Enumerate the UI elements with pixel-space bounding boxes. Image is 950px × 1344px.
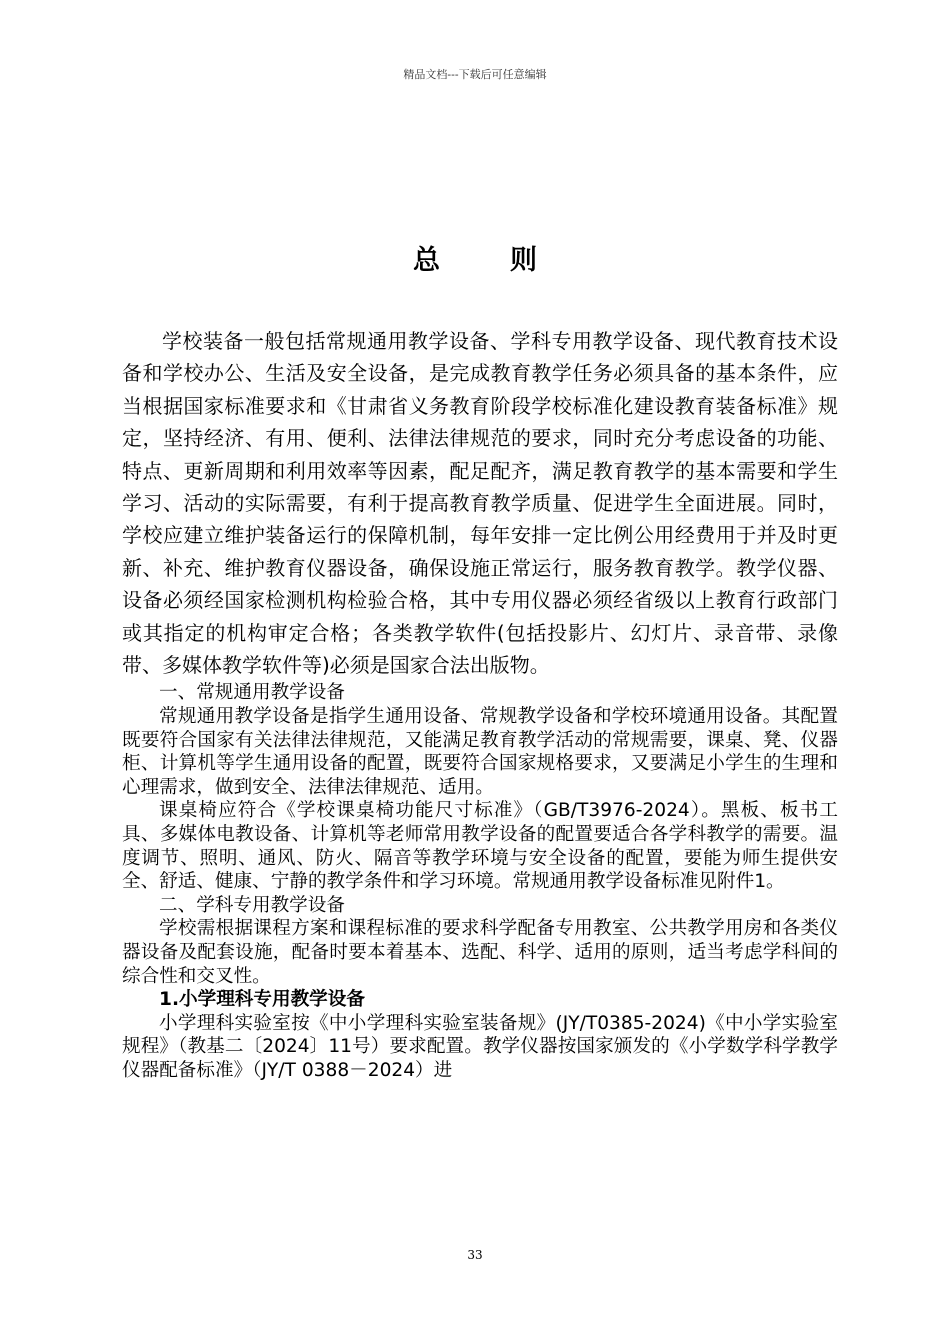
subject-equipment-paragraph: 学校需根据课程方案和课程标准的要求科学配备专用教室、公共教学用房和各类仪器设备及配套设施，配备时要本着基本、选配、科学、适用的原则，适当考虑学科间的综合性和交叉性。 bbox=[122, 918, 838, 987]
page-header: 精品文档---下载后可任意编辑 bbox=[403, 68, 547, 81]
desk-chair-standard-paragraph: 课桌椅应符合《学校课桌椅功能尺寸标准》（GB/T3976-2024）。黑板、板书工具、多媒体电教设备、计算机等老师常用教学设备的配置要适合各学科教学的需要。温度调节、照明、通风、防火、隔音等教学环境与安全设备的配置，要能为师生提供安全、舒适、健康、宁静的教学条件和学习环境。常规通用教学设备标准见附件1。 bbox=[122, 800, 838, 893]
section-heading-subject-equipment: 二、学科专用教学设备 bbox=[159, 894, 345, 916]
science-lab-paragraph: 小学理科实验室按《中小学理科实验室装备规》(JY/T0385-2024)《中小学实验室规程》（教基二〔2024〕11号）要求配置。教学仪器按国家颁发的《小学数学科学教学仪器配备标准》（JY/T 0388－2024）进 bbox=[122, 1012, 838, 1081]
intro-paragraph: 学校装备一般包括常规通用教学设备、学科专用教学设备、现代教育技术设备和学校办公、生活及安全设备，是完成教育教学任务必须具备的基本条件，应当根据国家标准要求和《甘肃省义务教育阶段学校标准化建设教育装备标准》规定，坚持经济、有用、便利、法律法律规范的要求，同时充分考虑设备的功能、特点、更新周期和利用效率等因素，配足配齐，满足教育教学的基本需要和学生学习、活动的实际需要，有利于提高教育教学质量、促进学生全面进展。同时，学校应建立维护装备运行的保障机制，每年安排一定比例公用经费用于并及时更新、补充、维护教育仪器设备，确保设施正常运行，服务教育教学。教学仪器、设备必须经国家检测机构检验合格，其中专用仪器必须经省级以上教育行政部门或其指定的机构审定合格；各类教学软件(包括投影片、幻灯片、录音带、录像带、多媒体教学软件等)必须是国家合法出版物。 bbox=[122, 329, 838, 678]
section-heading-general-equipment: 一、常规通用教学设备 bbox=[159, 682, 345, 704]
page-title: 总则 bbox=[413, 245, 607, 276]
document-body bbox=[122, 325, 838, 1083]
general-equipment-paragraph: 常规通用教学设备是指学生通用设备、常规教学设备和学校环境通用设备。其配置既要符合国家有关法律法律规范，又能满足教育教学活动的常规需要，课桌、凳、仪器柜、计算机等学生通用设备的配置，既要符合国家规格要求，又要满足小学生的生理和心理需求，做到安全、法律法律规范、适用。 bbox=[122, 706, 838, 798]
page-number: 33 bbox=[467, 1248, 483, 1262]
subsection-heading-science-equipment: 1.小学理科专用教学设备 bbox=[159, 989, 365, 1011]
